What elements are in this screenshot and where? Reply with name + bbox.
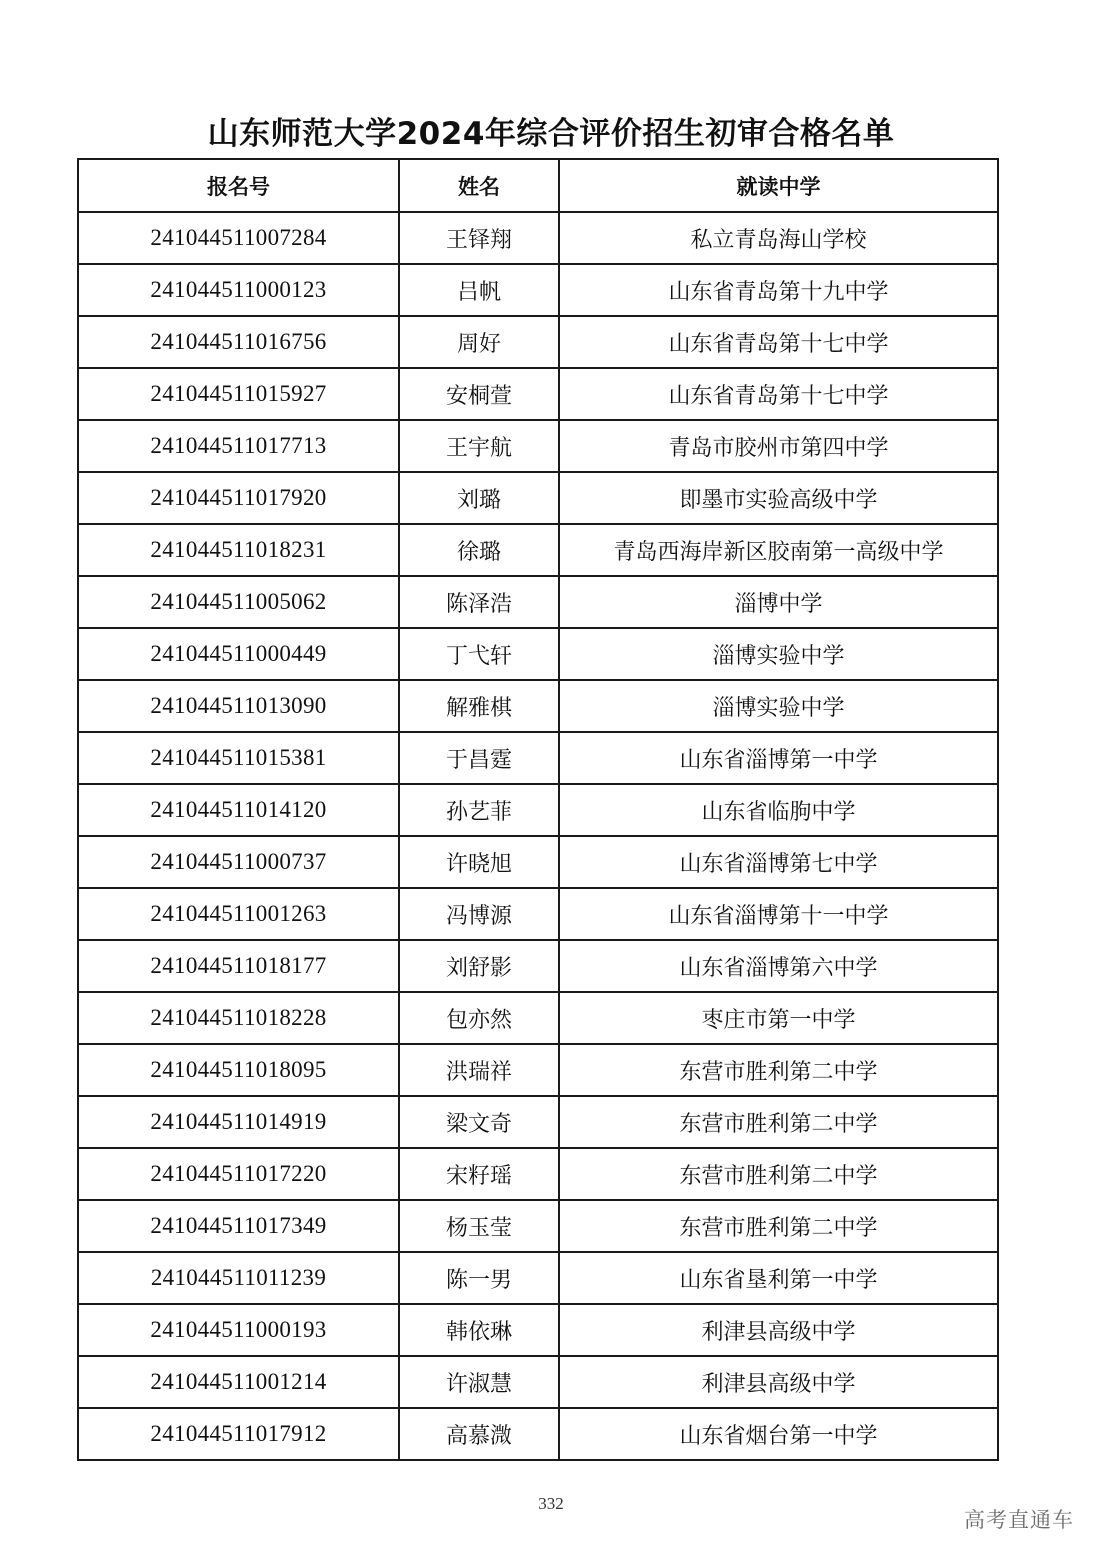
registration-number-cell: 241044511017220	[78, 1148, 399, 1200]
table-row	[78, 1096, 998, 1148]
table-row	[78, 680, 998, 732]
student-name-cell: 解雅棋	[399, 680, 559, 732]
table-row	[78, 836, 998, 888]
student-name-cell: 洪瑞祥	[399, 1044, 559, 1096]
school-cell: 淄博中学	[559, 576, 998, 628]
registration-number-cell: 241044511001214	[78, 1356, 399, 1408]
table-row	[78, 472, 998, 524]
school-cell: 山东省淄博第六中学	[559, 940, 998, 992]
table-row	[78, 1148, 998, 1200]
table-row	[78, 316, 998, 368]
school-cell: 淄博实验中学	[559, 628, 998, 680]
registration-number-cell: 241044511014120	[78, 784, 399, 836]
document-title: 山东师范大学2024年综合评价招生初审合格名单	[207, 116, 895, 152]
watermark: 高考直通车	[964, 1508, 1074, 1532]
registration-number-cell: 241044511000123	[78, 264, 399, 316]
registration-number-cell: 241044511017349	[78, 1200, 399, 1252]
table-row	[78, 628, 998, 680]
school-cell: 山东省淄博第一中学	[559, 732, 998, 784]
table-body	[78, 212, 998, 1460]
registration-number-cell: 241044511014919	[78, 1096, 399, 1148]
student-name-cell: 徐璐	[399, 524, 559, 576]
student-name-cell: 丁弋轩	[399, 628, 559, 680]
school-cell: 枣庄市第一中学	[559, 992, 998, 1044]
table-row	[78, 1200, 998, 1252]
school-cell: 山东省垦利第一中学	[559, 1252, 998, 1304]
admission-list-table	[77, 158, 999, 1461]
school-cell: 东营市胜利第二中学	[559, 1200, 998, 1252]
table-row	[78, 1252, 998, 1304]
school-cell: 山东省青岛第十七中学	[559, 316, 998, 368]
school-cell: 私立青岛海山学校	[559, 212, 998, 264]
registration-number-cell: 241044511013090	[78, 680, 399, 732]
table-row	[78, 1356, 998, 1408]
school-cell: 利津县高级中学	[559, 1304, 998, 1356]
registration-number-cell: 241044511011239	[78, 1252, 399, 1304]
school-cell: 东营市胜利第二中学	[559, 1096, 998, 1148]
student-name-cell: 安桐萱	[399, 368, 559, 420]
table-row	[78, 992, 998, 1044]
table-row	[78, 576, 998, 628]
student-name-cell: 宋籽瑶	[399, 1148, 559, 1200]
student-name-cell: 包亦然	[399, 992, 559, 1044]
registration-number-cell: 241044511007284	[78, 212, 399, 264]
school-cell: 山东省临朐中学	[559, 784, 998, 836]
student-name-cell: 许晓旭	[399, 836, 559, 888]
school-cell: 山东省青岛第十七中学	[559, 368, 998, 420]
school-cell: 利津县高级中学	[559, 1356, 998, 1408]
school-cell: 青岛市胶州市第四中学	[559, 420, 998, 472]
school-cell: 即墨市实验高级中学	[559, 472, 998, 524]
table-row	[78, 940, 998, 992]
student-name-cell: 吕帆	[399, 264, 559, 316]
table-row	[78, 212, 998, 264]
student-name-cell: 冯博源	[399, 888, 559, 940]
school-cell: 山东省淄博第七中学	[559, 836, 998, 888]
header-registration-number: 报名号	[78, 159, 399, 212]
table-row	[78, 784, 998, 836]
school-cell: 东营市胜利第二中学	[559, 1044, 998, 1096]
student-name-cell: 周好	[399, 316, 559, 368]
table-row	[78, 1304, 998, 1356]
table-row	[78, 1408, 998, 1460]
table-row	[78, 888, 998, 940]
student-name-cell: 孙艺菲	[399, 784, 559, 836]
registration-number-cell: 241044511018228	[78, 992, 399, 1044]
table-row	[78, 420, 998, 472]
registration-number-cell: 241044511000449	[78, 628, 399, 680]
student-name-cell: 刘舒影	[399, 940, 559, 992]
page-number: 332	[538, 1494, 564, 1513]
school-cell: 山东省烟台第一中学	[559, 1408, 998, 1460]
table-row	[78, 1044, 998, 1096]
header-name: 姓名	[399, 159, 559, 212]
student-name-cell: 许淑慧	[399, 1356, 559, 1408]
table-row	[78, 524, 998, 576]
student-name-cell: 王宇航	[399, 420, 559, 472]
registration-number-cell: 241044511001263	[78, 888, 399, 940]
registration-number-cell: 241044511000737	[78, 836, 399, 888]
registration-number-cell: 241044511015381	[78, 732, 399, 784]
student-name-cell: 于昌霆	[399, 732, 559, 784]
header-school: 就读中学	[559, 159, 998, 212]
school-cell: 东营市胜利第二中学	[559, 1148, 998, 1200]
school-cell: 山东省淄博第十一中学	[559, 888, 998, 940]
registration-number-cell: 241044511017912	[78, 1408, 399, 1460]
school-cell: 青岛西海岸新区胶南第一高级中学	[559, 524, 998, 576]
table-header-row	[78, 159, 998, 212]
school-cell: 淄博实验中学	[559, 680, 998, 732]
registration-number-cell: 241044511016756	[78, 316, 399, 368]
student-name-cell: 陈泽浩	[399, 576, 559, 628]
registration-number-cell: 241044511018177	[78, 940, 399, 992]
registration-number-cell: 241044511017713	[78, 420, 399, 472]
student-name-cell: 梁文奇	[399, 1096, 559, 1148]
registration-number-cell: 241044511018231	[78, 524, 399, 576]
student-name-cell: 杨玉莹	[399, 1200, 559, 1252]
registration-number-cell: 241044511018095	[78, 1044, 399, 1096]
table-row	[78, 732, 998, 784]
table-row	[78, 368, 998, 420]
registration-number-cell: 241044511000193	[78, 1304, 399, 1356]
registration-number-cell: 241044511015927	[78, 368, 399, 420]
registration-number-cell: 241044511017920	[78, 472, 399, 524]
table-row	[78, 264, 998, 316]
student-name-cell: 韩依琳	[399, 1304, 559, 1356]
student-name-cell: 高慕溦	[399, 1408, 559, 1460]
student-name-cell: 王铎翔	[399, 212, 559, 264]
school-cell: 山东省青岛第十九中学	[559, 264, 998, 316]
student-name-cell: 陈一男	[399, 1252, 559, 1304]
registration-number-cell: 241044511005062	[78, 576, 399, 628]
student-name-cell: 刘璐	[399, 472, 559, 524]
